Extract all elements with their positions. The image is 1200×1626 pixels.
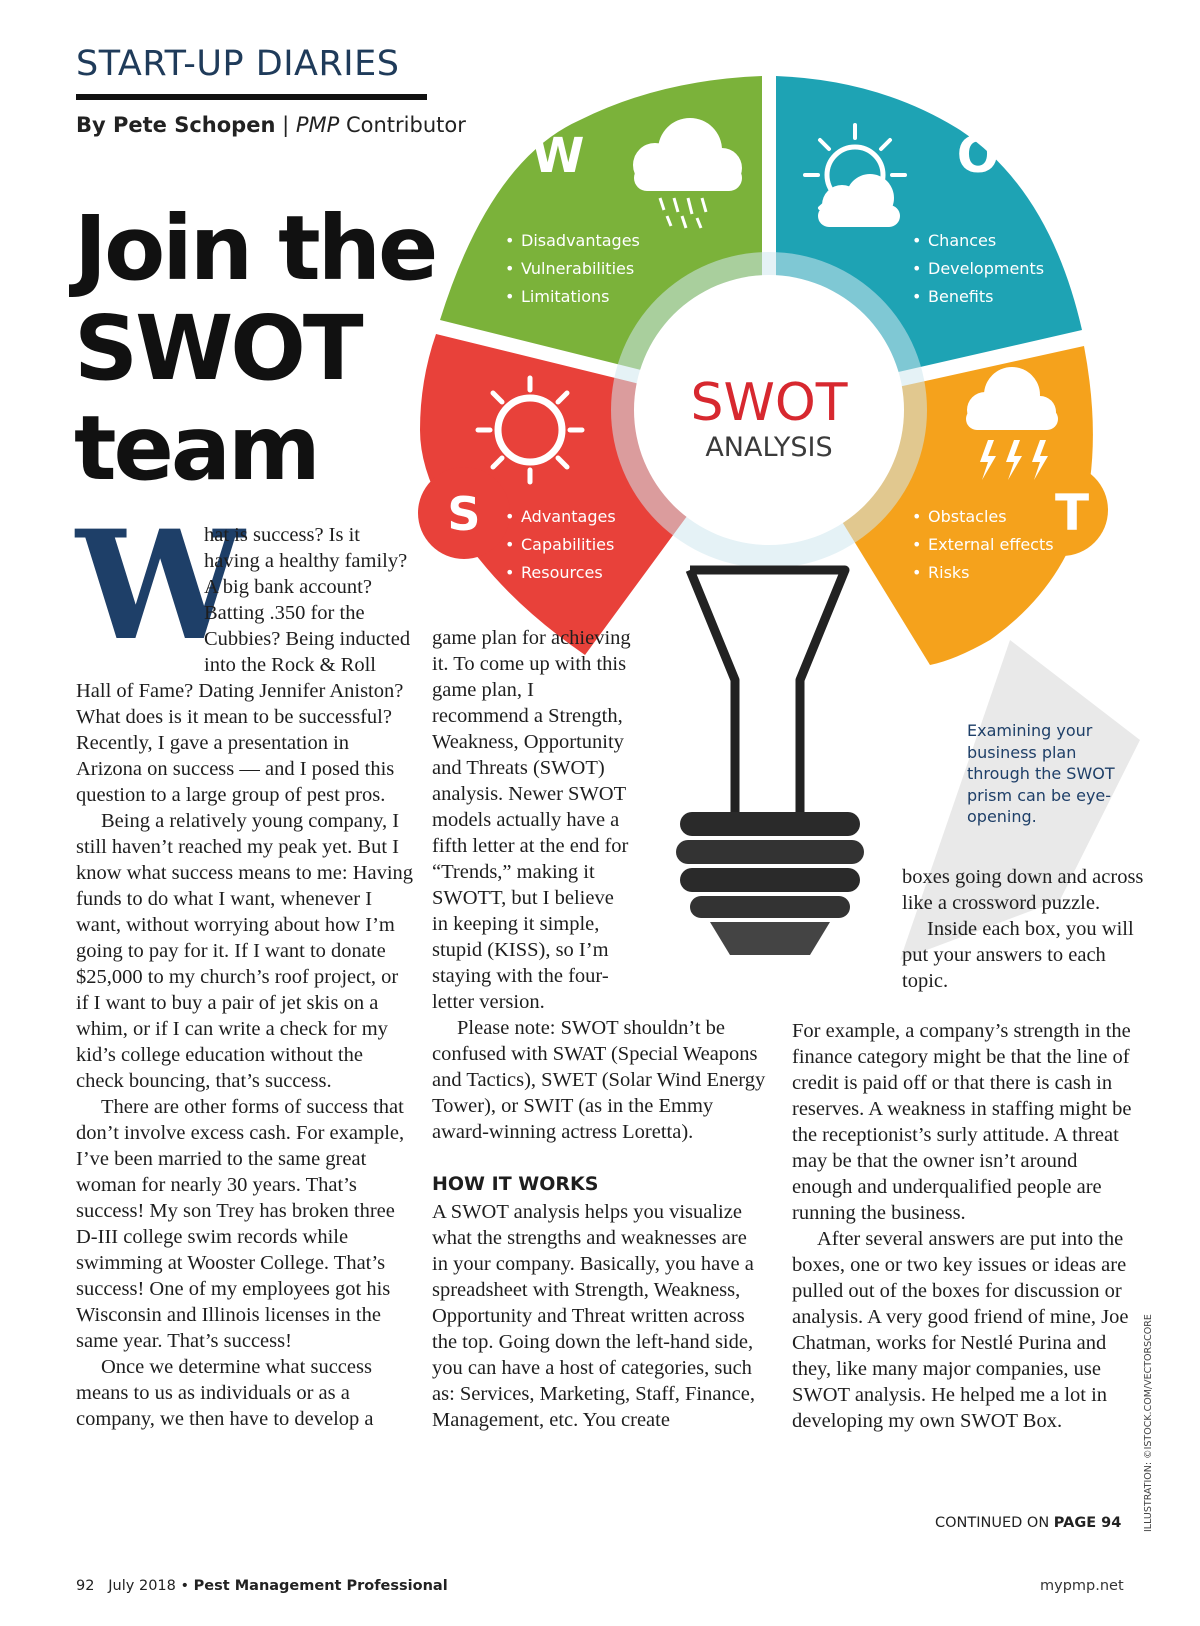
svg-text:•: • xyxy=(505,231,515,250)
opportunity-letter: O xyxy=(956,126,1000,184)
weakness-item: Vulnerabilities xyxy=(521,259,635,278)
paragraph: There are other forms of success that don’t involve excess cash. For example, I’ve been married to the same great woman for nearly 30 years. That’s success! My son Trey has broken three D-III college swim records while swimming at Wooster College. That’s success! One of my employees got his Wisconsin and Illinois licenses in the same year. That’s success! xyxy=(76,1096,405,1352)
byline xyxy=(76,113,466,137)
title-rule xyxy=(76,94,427,100)
opportunity-item: Chances xyxy=(928,231,997,250)
svg-text:•: • xyxy=(912,287,922,306)
paragraph: boxes going down and across like a crossword puzzle. xyxy=(902,866,1144,914)
weakness-letter: W xyxy=(531,128,585,184)
paragraph: Inside each box, you will put your answers to each topic. xyxy=(902,918,1134,992)
issue-date: July 2018 xyxy=(108,1578,176,1594)
strength-item: Advantages xyxy=(521,507,616,526)
headline xyxy=(74,198,454,498)
strength-item: Capabilities xyxy=(521,535,615,554)
page-number: 92 xyxy=(76,1578,95,1594)
contributor-role: Contributor xyxy=(339,113,466,137)
center-subtitle: ANALYSIS xyxy=(705,432,833,463)
paragraph: game plan for achieving it. To come up with this game plan, I recommend a Strength, Weakness, Opportunity and Threats (SWOT) analysis. Newer SWOT models actually have a fifth letter at the end for “Trends,” making it SWOTT, but I believe in keeping it simple, stupid (KISS), so I’m staying with the four-letter version. xyxy=(432,627,631,1013)
threat-item: Risks xyxy=(928,563,970,582)
strength-letter: S xyxy=(447,487,481,541)
threat-letter: T xyxy=(1054,484,1090,542)
article-column-2 xyxy=(432,625,767,1433)
footer-bullet: • xyxy=(180,1578,190,1594)
drop-cap: W xyxy=(76,498,245,674)
svg-text:•: • xyxy=(912,535,922,554)
continued-on-link[interactable] xyxy=(935,1515,1121,1531)
paragraph: After several answers are put into the boxes, one or two key issues or ideas are pulled out of the boxes for discussion or analysis. A very good friend of mine, Joe Chatman, works for Nestlé Purina and they, like many major companies, use SWOT analysis. He helped me a lot in developing my own SWOT Box. xyxy=(792,1228,1129,1432)
svg-text:•: • xyxy=(505,563,515,582)
paragraph: Please note: SWOT shouldn’t be confused with SWAT (Special Weapons and Tactics), SWET (Solar Wind Energy Tower), or SWIT (as in the Emmy award-winning actress Loretta). xyxy=(432,1017,766,1143)
weakness-item: Disadvantages xyxy=(521,231,640,250)
svg-text:•: • xyxy=(912,231,922,250)
publication-name: Pest Management Professional xyxy=(193,1578,448,1594)
author-name: By Pete Schopen xyxy=(76,113,276,137)
center-title: SWOT xyxy=(690,373,848,433)
svg-text:•: • xyxy=(912,563,922,582)
byline-separator: | xyxy=(275,113,296,137)
section-title: START-UP DIARIES xyxy=(76,44,400,84)
paragraph: Once we determine what success means to us as individuals or as a company, we then have to develop a xyxy=(76,1356,374,1430)
opportunity-item: Benefits xyxy=(928,287,994,306)
svg-text:•: • xyxy=(505,287,515,306)
paragraph: Being a relatively young company, I still haven’t reached my peak yet. But I know what success means to me: Having funds to do what I want, whenever I want, without worrying about how I’m going to pay for it. If I want to donate $25,000 to my church’s roof project, or if I want to buy a pair of jet skis on a whim, or if I can write a check for my kid’s college education without the check bouncing, that’s success. xyxy=(76,810,414,1092)
website-link[interactable]: mypmp.net xyxy=(1040,1578,1124,1594)
illustration-caption: Examining your business plan through the SWOT prism can be eye-opening. xyxy=(967,721,1115,826)
svg-text:•: • xyxy=(505,259,515,278)
threat-item: Obstacles xyxy=(928,507,1007,526)
article-column-3-top xyxy=(902,864,1157,994)
svg-text:•: • xyxy=(505,507,515,526)
svg-text:•: • xyxy=(505,535,515,554)
opportunity-item: Developments xyxy=(928,259,1045,278)
illustration-credit: ILLUSTRATION: ©ISTOCK.COM/VECTORSCORE xyxy=(1143,1314,1154,1532)
headline-line: team xyxy=(74,396,318,500)
paragraph: hat is success? Is it having a healthy family? A big bank account? Batting .350 for the Cubbies? Being inducted into the Rock & Roll Hall of Fame? Dating Jennifer Aniston? What does is it mean to be successful? Recently, I gave a presentation in Arizona on success — and I posed this question to a large group of pest pros. xyxy=(76,524,411,806)
article-column-3 xyxy=(792,1018,1132,1434)
svg-text:•: • xyxy=(912,507,922,526)
publication-abbrev: PMP xyxy=(295,113,340,137)
footer-left xyxy=(76,1578,448,1594)
continued-prefix: CONTINUED ON xyxy=(935,1515,1054,1531)
strength-list xyxy=(505,507,616,582)
strength-item: Resources xyxy=(521,563,603,582)
threat-item: External effects xyxy=(928,535,1054,554)
weakness-item: Limitations xyxy=(521,287,610,306)
headline-line: Join the xyxy=(74,196,436,300)
svg-text:•: • xyxy=(912,259,922,278)
article-column-1 xyxy=(76,498,414,1432)
continued-page: PAGE 94 xyxy=(1053,1515,1122,1531)
headline-line: SWOT xyxy=(74,296,361,400)
paragraph: For example, a company’s strength in the finance category might be that the line of credit is paid off or that there is cash in reserves. A weakness in staffing might be the receptionist’s surly attitude. A threat may be that the owner isn’t around enough and underqualified people are running the business. xyxy=(792,1020,1132,1224)
subheading: HOW IT WORKS xyxy=(432,1173,599,1195)
paragraph: A SWOT analysis helps you visualize what the strengths and weaknesses are in your company. Basically, you have a spreadsheet with Strength, Weakness, Opportunity and Threat written across the top. Going down the left-hand side, you can have a host of categories, such as: Services, Marketing, Staff, Finance, Management, etc. You create xyxy=(432,1201,755,1431)
